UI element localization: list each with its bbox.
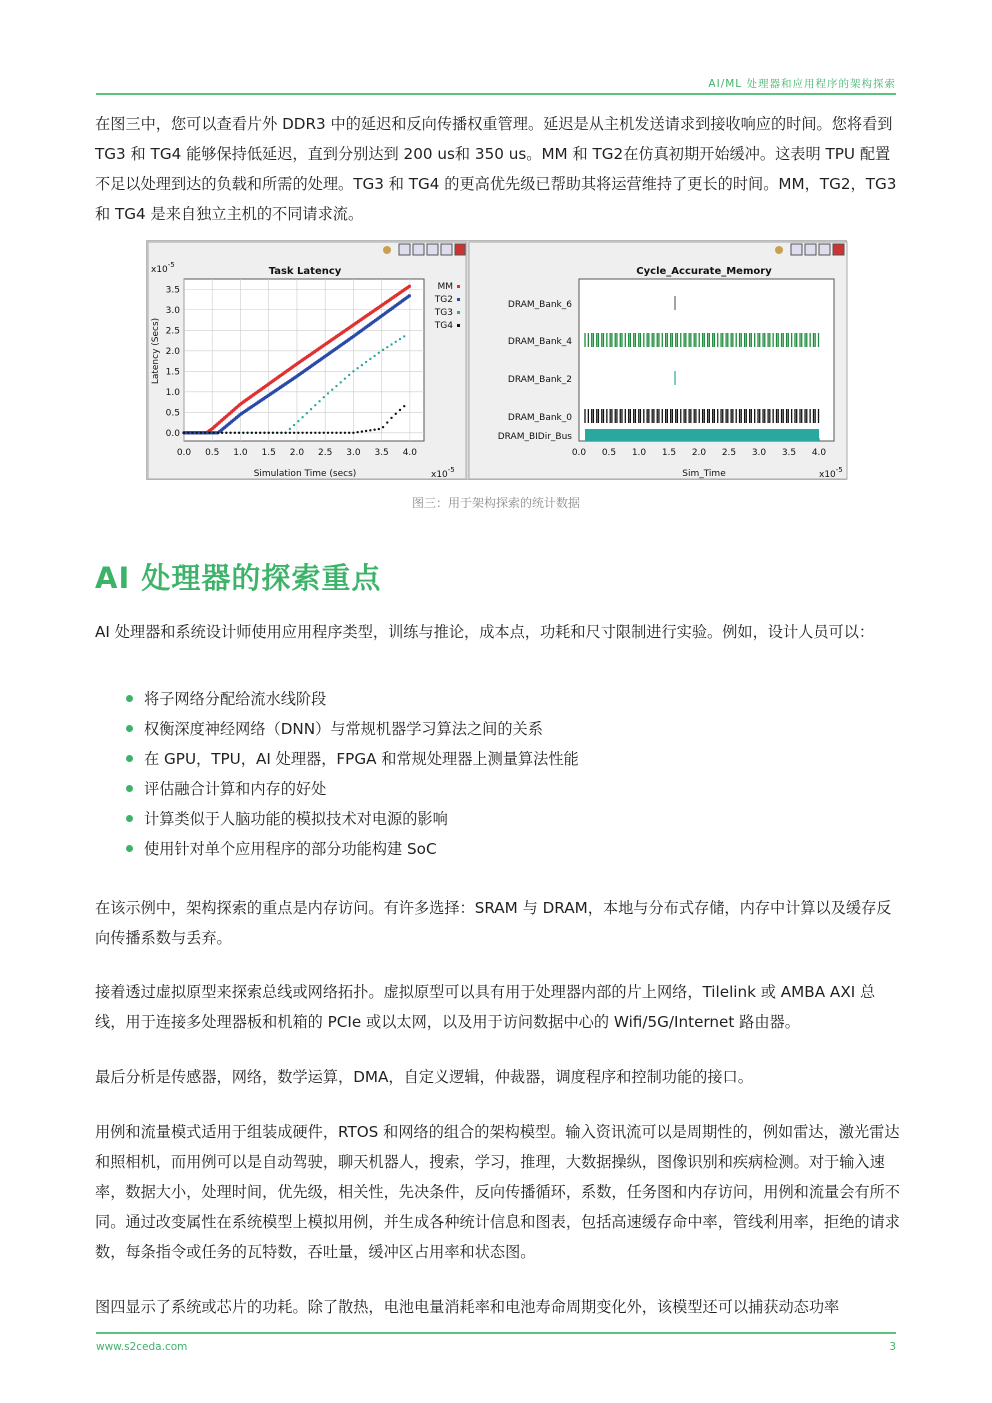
minimize-icon[interactable] <box>441 244 452 255</box>
data-point-tg4 <box>318 432 320 434</box>
list-item <box>116 714 579 744</box>
list-item-text: 计算类似于人脑功能的模拟技术对电源的影响 <box>144 810 448 828</box>
data-point-tg3 <box>361 364 363 366</box>
list-item-text: 评估融合计算和内存的好处 <box>144 780 327 798</box>
latency-x-label: Simulation Time (secs) <box>253 469 357 479</box>
zoom-icon[interactable] <box>819 244 830 255</box>
data-point-tg4 <box>348 432 350 434</box>
latency-chart-title: Task Latency <box>268 266 342 277</box>
data-point-tg3 <box>293 424 295 426</box>
x-tick-label: 1.5 <box>661 448 677 458</box>
data-point-tg4 <box>344 432 346 434</box>
x-tick-label: 2.5 <box>318 448 333 458</box>
data-point-tg4 <box>378 428 380 430</box>
data-point-tg4 <box>255 432 257 434</box>
footer-rule <box>96 1332 896 1334</box>
y-tick-label: 0.5 <box>165 408 180 419</box>
data-point-tg4 <box>242 432 244 434</box>
print-icon[interactable] <box>399 244 410 255</box>
x-tick-label: 3.5 <box>781 448 797 458</box>
legend-swatch <box>457 324 460 327</box>
latency-y-label: Latency (Secs) <box>151 317 161 385</box>
data-point-tg4 <box>204 432 206 434</box>
data-point-tg4 <box>395 413 397 415</box>
data-point-tg3 <box>369 358 371 360</box>
data-point-tg3 <box>386 346 388 348</box>
data-point-tg3 <box>348 374 350 376</box>
data-point-tg3 <box>395 341 397 343</box>
x-tick-label: 2.5 <box>721 448 737 458</box>
data-point-tg4 <box>399 409 401 411</box>
data-point-tg4 <box>310 432 312 434</box>
data-point-tg4 <box>217 432 219 434</box>
data-point-tg4 <box>331 432 333 434</box>
data-point-tg4 <box>268 432 270 434</box>
x-tick-label: 0.0 <box>176 448 192 458</box>
data-point-tg4 <box>221 432 223 434</box>
data-point-tg4 <box>212 432 214 434</box>
data-point-tg4 <box>352 432 354 434</box>
data-point-tg4 <box>314 432 316 434</box>
legend-swatch <box>457 298 460 301</box>
data-point-tg3 <box>403 335 405 337</box>
data-point-tg4 <box>238 432 240 434</box>
list-item <box>116 834 579 864</box>
list-item <box>116 774 579 804</box>
save-icon[interactable] <box>413 244 424 255</box>
data-point-tg4 <box>259 432 261 434</box>
data-point-tg4 <box>200 432 202 434</box>
data-point-tg3 <box>289 428 291 430</box>
activity-bar <box>585 429 819 441</box>
data-point-tg3 <box>314 404 316 406</box>
close-icon[interactable] <box>833 244 844 255</box>
x-tick-label: 3.5 <box>374 448 389 458</box>
data-point-tg3 <box>344 377 346 379</box>
data-point-tg3 <box>390 343 392 345</box>
data-point-tg3 <box>382 349 384 351</box>
save-icon[interactable] <box>805 244 816 255</box>
data-point-tg3 <box>352 370 354 372</box>
data-point-tg4 <box>183 432 185 434</box>
figure-3-charts <box>147 241 848 481</box>
x-tick-label: 2.0 <box>691 448 707 458</box>
data-point-tg4 <box>272 432 274 434</box>
memory-x-label: Sim_Time <box>682 469 726 479</box>
list-item-text: 使用针对单个应用程序的部分功能构建 SoC <box>144 840 437 858</box>
x-tick-label: 3.0 <box>751 448 767 458</box>
data-point-tg4 <box>263 432 265 434</box>
x-tick-label: 2.0 <box>289 448 305 458</box>
data-point-tg3 <box>356 367 358 369</box>
page-number: 3 <box>889 1341 896 1353</box>
bullet-dot <box>126 725 133 732</box>
bullet-list <box>116 684 579 864</box>
x-tick-label: 1.5 <box>261 448 276 458</box>
y-tick-label: 2.0 <box>165 346 180 357</box>
data-point-tg4 <box>208 432 210 434</box>
data-point-tg3 <box>327 392 329 394</box>
legend-swatch <box>457 285 460 288</box>
legend-swatch <box>457 311 460 314</box>
legend-label: TG3 <box>434 308 453 318</box>
footer-url[interactable]: www.s2ceda.com <box>96 1341 188 1353</box>
figure-caption: 图三：用于架构探索的统计数据 <box>411 496 580 510</box>
y-tick-label: 1.0 <box>165 387 180 398</box>
data-point-tg3 <box>306 412 308 414</box>
x-tick-label: 0.5 <box>601 448 617 458</box>
data-point-tg4 <box>403 405 405 407</box>
zoom-icon[interactable] <box>427 244 438 255</box>
y-tick-label: 2.5 <box>165 326 180 337</box>
data-point-tg4 <box>225 432 227 434</box>
list-item-text: 将子网络分配给流水线阶段 <box>144 690 327 708</box>
data-point-tg4 <box>369 429 371 431</box>
latency-y-multiplier: $x10^{-5}$ <box>151 261 175 275</box>
list-item <box>116 684 579 714</box>
y-tick-label: 3.0 <box>165 305 180 316</box>
paragraph-topology: 接着透过虚拟原型来探索总线或网络拓扑。虚拟原型可以具有用于处理器内部的片上网络，Tilelink 或 AMBA AXI 总线，用于连接多处理器板和机箱的 PCIe 或以太网，以及用于访问数据中心的 Wifi/5G/Internet 路由器。 <box>95 983 876 1031</box>
x-tick-label: 4.0 <box>811 448 827 458</box>
data-point-tg3 <box>331 389 333 391</box>
row-label: DRAM_Bank_2 <box>507 375 572 385</box>
palette-icon[interactable] <box>775 246 783 254</box>
x-tick-label: 0.0 <box>571 448 587 458</box>
list-item <box>116 744 579 774</box>
data-point-tg4 <box>373 429 375 431</box>
data-point-tg4 <box>191 432 193 434</box>
memory-x-multiplier: $x10^{-5}$ <box>819 466 843 480</box>
list-item-text: 权衡深度神经网络（DNN）与常规机器学习算法之间的关系 <box>144 720 543 738</box>
paragraph-memory-access: 在该示例中，架构探索的重点是内存访问。有许多选择：SRAM 与 DRAM，本地与分布式存储，内存中计算以及缓存反向传播系数与丢弃。 <box>95 899 892 947</box>
data-point-tg4 <box>323 432 325 434</box>
x-tick-label: 4.0 <box>402 448 418 458</box>
running-header: AI/ML 处理器和应用程序的架构探索 <box>708 78 896 90</box>
data-point-tg4 <box>356 431 358 433</box>
legend-label: MM <box>437 282 453 292</box>
data-point-tg3 <box>323 396 325 398</box>
memory-chart-title: Cycle_Accurate_Memory <box>636 266 772 277</box>
data-point-tg4 <box>386 421 388 423</box>
data-point-tg2 <box>408 294 411 297</box>
data-point-tg4 <box>390 417 392 419</box>
paragraph-use-cases: 用例和流量模式适用于组装成硬件，RTOS 和网络的组合的架构模型。输入资讯流可以是周期性的，例如雷达，激光雷达和照相机，而用例可以是自动驾驶，聊天机器人，搜索，学习，推理，大数据操纵，图像识别和疾病检测。对于输入速率，数据大小，处理时间，优先级，相关性，先决条件，反向传播循环，系数，任务图和内存访问，用例和流量会有所不同。通过改变属性在系统模型上模拟用例，并生成各种统计信息和图表，包括高速缓存命中率，管线利用率，拒绝的请求数，每条指令或任务的瓦特数，吞吐量，缓冲区占用率和状态图。 <box>95 1123 900 1261</box>
x-tick-label: 3.0 <box>346 448 361 458</box>
data-point-tg4 <box>234 432 236 434</box>
data-point-tg4 <box>335 432 337 434</box>
data-point-tg4 <box>276 432 278 434</box>
palette-icon[interactable] <box>383 246 391 254</box>
data-point-tg4 <box>340 432 342 434</box>
x-tick-label: 0.5 <box>205 448 220 458</box>
data-point-tg4 <box>365 430 367 432</box>
paragraph-power: 图四显示了系统或芯片的功耗。除了散热，电池电量消耗率和电池寿命周期变化外，该模型还可以捕获动态功率 <box>95 1298 840 1316</box>
legend-label: TG4 <box>434 321 453 331</box>
y-tick-label: 0.0 <box>165 428 180 439</box>
data-point-tg3 <box>335 385 337 387</box>
bullet-dot <box>126 695 133 702</box>
data-point-tg3 <box>340 381 342 383</box>
data-point-tg3 <box>365 361 367 363</box>
data-point-tg4 <box>289 432 291 434</box>
data-point-tg3 <box>310 408 312 410</box>
close-icon[interactable] <box>455 244 465 255</box>
data-point-tg4 <box>382 426 384 428</box>
data-point-tg3 <box>373 355 375 357</box>
data-point-tg4 <box>306 432 308 434</box>
data-point-tg4 <box>293 432 295 434</box>
data-point-tg4 <box>229 432 231 434</box>
bullet-dot <box>126 755 133 762</box>
bullet-dot <box>126 845 133 852</box>
header-rule <box>96 93 896 95</box>
latency-x-multiplier: $x10^{-5}$ <box>431 466 455 480</box>
data-point-tg4 <box>187 432 189 434</box>
data-point-tg4 <box>361 430 363 432</box>
section-heading: AI 处理器的探索重点 <box>95 561 382 595</box>
data-point-tg3 <box>297 420 299 422</box>
paragraph-interfaces: 最后分析是传感器，网络，数学运算，DMA，自定义逻辑，仲裁器，调度程序和控制功能的接口。 <box>95 1068 753 1086</box>
print-icon[interactable] <box>791 244 802 255</box>
paragraph-latency-intro: 在图三中，您可以查看片外 DDR3 中的延迟和反向传播权重管理。延迟是从主机发送请求到接收响应的时间。您将看到 TG3 和 TG4 能够保持低延迟，直到分别达到 200 us和 350 us。MM 和 TG2在仿真初期开始缓冲。这表明 TPU 配置不足以处理到达的负载和所需的处理。TG3 和 TG4 的更高优先级已帮助其将运营维持了更长的时间。MM，TG2，TG3 和 TG4 是来自独立主机的不同请求流。 <box>95 115 897 223</box>
data-point-tg3 <box>378 352 380 354</box>
y-tick-label: 3.5 <box>165 285 180 296</box>
row-label: DRAM_Bank_0 <box>507 413 572 423</box>
list-item-text: 在 GPU，TPU，AI 处理器，FPGA 和常规处理器上测量算法性能 <box>144 750 579 768</box>
data-point-tg4 <box>327 432 329 434</box>
x-tick-label: 1.0 <box>233 448 248 458</box>
row-label: DRAM_Bank_6 <box>507 300 572 310</box>
paragraph-designers: AI 处理器和系统设计师使用应用程序类型，训练与推论，成本点，功耗和尺寸限制进行实验。例如，设计人员可以： <box>95 623 875 641</box>
y-tick-label: 1.5 <box>165 367 180 378</box>
row-label: DRAM_Bank_4 <box>507 337 572 347</box>
data-point-tg4 <box>280 432 282 434</box>
legend-label: TG2 <box>434 295 453 305</box>
data-point-tg4 <box>251 432 253 434</box>
data-point-tg4 <box>196 432 198 434</box>
data-point-tg3 <box>301 416 303 418</box>
list-item <box>116 804 579 834</box>
data-point-tg4 <box>284 432 286 434</box>
data-point-tg3 <box>399 338 401 340</box>
figure-3 <box>146 240 847 480</box>
data-point-tg3 <box>318 400 320 402</box>
bullet-dot <box>126 815 133 822</box>
latency-plot <box>166 279 424 458</box>
bullet-dot <box>126 785 133 792</box>
data-point-tg4 <box>297 432 299 434</box>
row-label: DRAM_BIDir_Bus <box>497 432 572 442</box>
x-tick-label: 1.0 <box>631 448 647 458</box>
data-point-tg4 <box>246 432 248 434</box>
data-point-tg4 <box>301 432 303 434</box>
data-point-mm <box>408 285 411 288</box>
